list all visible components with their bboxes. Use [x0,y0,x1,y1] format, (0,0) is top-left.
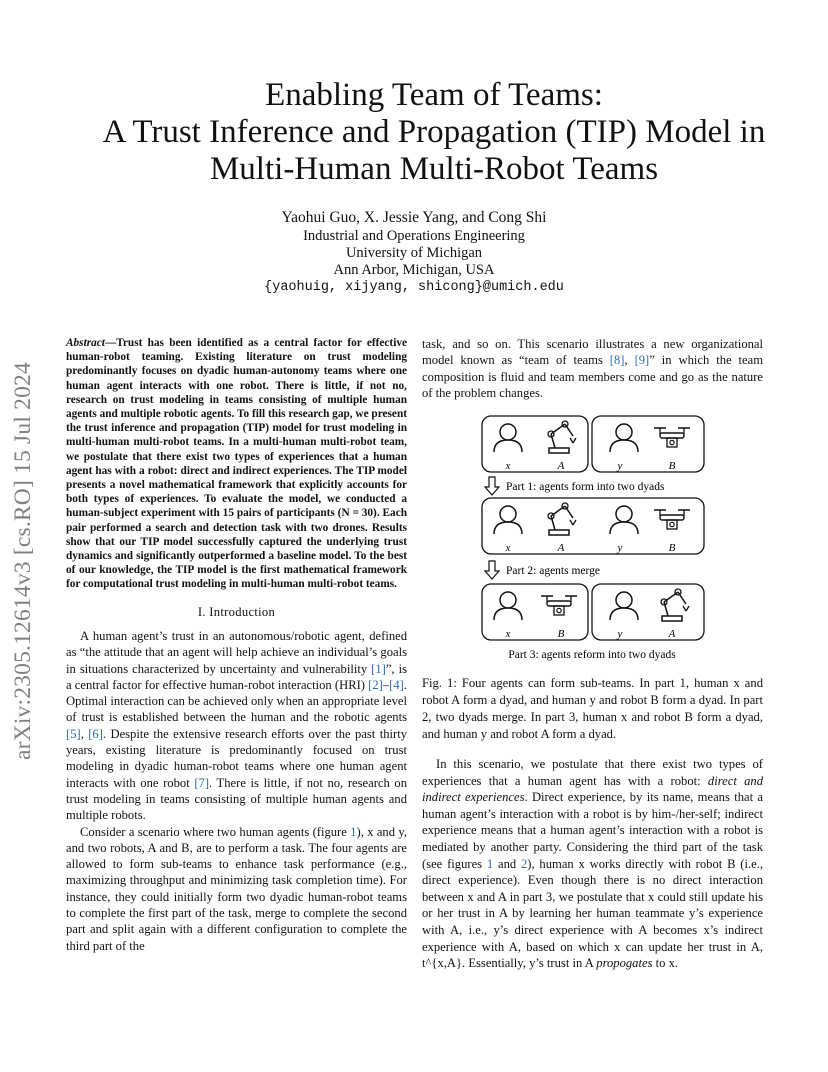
paper-title [40,77,828,188]
text-run: , [624,353,635,368]
text-run: and [493,856,521,871]
label: y [617,542,623,554]
citation-link[interactable]: [8] [609,353,625,368]
label: y [617,628,623,640]
row-3 [482,584,704,640]
intro-paragraph-2 [66,824,407,954]
text-run: ”, is a central factor for effective human-robot interaction (HRI) [66,661,407,692]
right-paragraph-1 [422,336,763,401]
text-run: to x. [652,956,679,971]
label: A [668,628,676,640]
text-run: A human agent’s trust in an autonomous/robotic agent, defined as “the attitude that an agent will help achieve an individual’s goals in situations characterized by uncertainty and vulnerability [66,628,407,676]
arxiv-identifier: arXiv:2305.12614v3 [cs.RO] 15 Jul 2024 [10,362,36,760]
author-dept: Industrial and Operations Engineering [303,228,525,244]
label: B [668,542,676,554]
label: A [557,460,565,472]
label: x [505,460,511,472]
citation-link[interactable]: [7] [194,775,210,790]
figure-link[interactable]: 1 [486,856,494,871]
text-run: . Despite the extensive research efforts over the past thirty years, existing literature is predominantly focused on trust modeling in dyadic human-robot teams where one human agent interacts with one robot [66,726,407,790]
citation-link[interactable]: [2] [368,677,383,692]
abstract-text: —Trust has been identified as a central factor for effective human-robot teaming. Existing literature on trust modeling predominantly focuses on dyadic human-autonomy teams where one human agent interacts with one robot. There is little, if not no, research on trust modeling in teams consisting of multiple human agents and multiple robotic agents. To fill this research gap, we present the trust inference and propagation (TIP) model for trust modeling in multi-human multi-robot teams. In a multi-human multi-robot team, we postulate that there exist two types of experiences that a human agent has with a robot: direct and indirect experiences. The TIP model presents a novel mathematical framework that explicitly accounts for both types of experiences. To evaluate the model, we conducted a human-subject experiment with 15 pairs of participants (N = 30). Each pair performed a search and detection task with two drones. Results show that our TIP model successfully captured the underlying trust dynamics and significantly outperformed a baseline model. To the best of our knowledge, the TIP model is the first mathematical framework for computational trust modeling in multi-human multi-robot teams. [66,337,407,591]
right-paragraph-2 [422,756,763,972]
label: x [505,628,511,640]
part-2-label: Part 2: agents merge [506,565,600,577]
abstract [66,336,407,592]
label: B [557,628,565,640]
title-line-2: A Trust Inference and Propagation (TIP) Model in [102,114,766,150]
text-run: ” in which the team composition is fluid and team members come and go as the nature of the problem changes. [422,353,764,400]
figure-link[interactable]: 1 [350,824,357,839]
text-run: ), x and y, and two robots, A and B, are to perform a task. The four agents are allowed to form sub-teams to enhance task performance (e.g., maximizing throughput and minimizing task completion time). For instance, they could initially form two dyadic human-robot teams to complete the first part of the task, merge to complete the second part and split again with a different configuration to complete the third part of the [66,824,408,953]
label: y [617,460,623,472]
text-run: In this scenario, we postulate that there exist two types of experiences that a human agent has with a robot: [422,757,763,788]
citation-link[interactable]: [6] [88,726,103,741]
right-column-top [422,336,763,401]
citation-link[interactable]: [5] [66,726,81,741]
intro-paragraph-1 [66,628,407,824]
text-run: task, and so on. This scenario illustrates a new organizational model known as “team of teams [422,337,763,368]
row-1 [482,416,704,472]
title-line-1: Enabling Team of Teams: [265,77,603,113]
row-2 [482,498,704,554]
left-column [66,336,407,954]
text-run: . Optimal interaction can be achieved only when an appropriate level of trust is established between the human and the robotic agents [66,677,407,725]
text-run: ), human x works directly with robot B (i.e., direct experience). Even though there is no direct interaction between x and A in part 3, we postulate that x could still update his or her trust in A by learning her human teammate y’s experience with A, i.e., y’s direct experience with A becomes x’s indirect experience with A, based on which x can update her trust in A, t^{x,A}. Essentially, y’s trust in A [422,856,764,971]
emphasis: propogates [596,956,653,971]
author-email: {yaohuig, xijyang, shicong}@umich.edu [264,280,564,295]
text-run: . Direct experience, by its name, means that a human agent’s interaction with a robot is by him-/her-self; indirect experience means that a human agent’s interaction with a robot is mediated by another party. Considering the third part of the task (see figures [422,790,763,871]
part-1-label: Part 1: agents form into two dyads [506,481,665,493]
author-univ: University of Michigan [345,245,483,261]
figure-link[interactable]: 2 [520,856,528,871]
section-heading-introduction: I. Introduction [197,604,276,619]
text-run: , [80,726,89,741]
citation-link[interactable]: [1] [371,661,386,676]
label: A [557,542,565,554]
text-run: . There is little, if not no, research on trust modeling in teams consisting of multiple human agents and multiple robots. [66,775,407,823]
title-line-3: Multi-Human Multi-Robot Teams [209,151,659,187]
author-names: Yaohui Guo, X. Jessie Yang, and Cong Shi [281,209,547,226]
label: B [668,460,676,472]
author-block [0,209,828,296]
figure-caption: Fig. 1: Four agents can form sub-teams. In part 1, human x and robot A form a dyad, and human y and robot B form a dyad. In part 2, two dyads merge. In part 3, human x and robot B form a dyad, and human y and robot A form a dyad. [422,676,763,741]
text-run: – [382,677,390,692]
part-3-label: Part 3: agents reform into two dyads [508,649,676,661]
citation-link[interactable]: [4] [389,677,404,692]
emphasis: direct and indirect experiences [422,773,763,805]
text-run: Consider a scenario where two human agents (figure [80,824,351,839]
figure-1 [422,410,763,665]
team-diagram [422,410,763,665]
abstract-label: Abstract [66,337,105,349]
citation-link[interactable]: [9] [634,353,650,368]
label: x [505,542,511,554]
author-city: Ann Arbor, Michigan, USA [333,262,495,278]
